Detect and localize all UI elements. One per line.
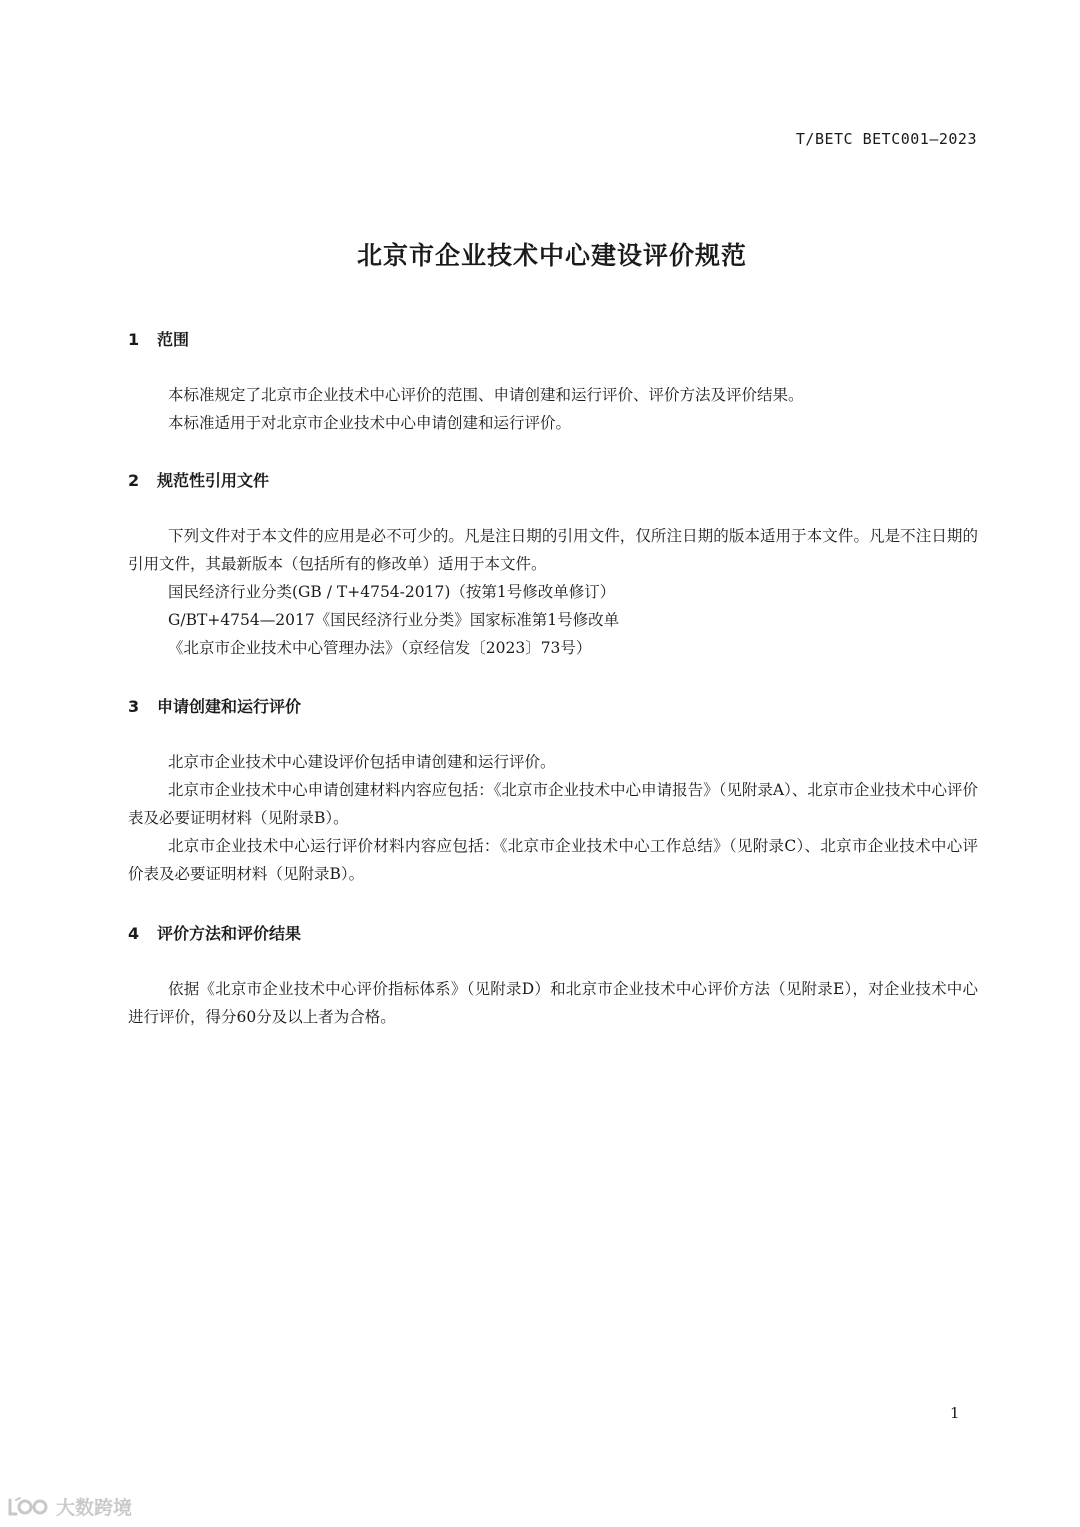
watermark-text: 大数跨境 — [56, 1497, 133, 1519]
section-1-heading — [128, 327, 189, 350]
paragraph: 本标准适用于对北京市企业技术中心申请创建和运行评价。 — [168, 414, 572, 432]
paragraph: 北京市企业技术中心建设评价包括申请创建和运行评价。 — [168, 753, 556, 771]
paragraph: 北京市企业技术中心申请创建材料内容应包括：《北京市企业技术中心申请报告》（见附录A）、北京市企业技术中心评价表及必要证明材料（见附录B）。 — [128, 781, 978, 827]
section-3-heading — [128, 694, 301, 717]
page-number: 1 — [950, 1404, 960, 1422]
watermark — [6, 1493, 132, 1520]
document-title: 北京市企业技术中心建设评价规范 — [356, 241, 747, 270]
section-4-heading — [128, 921, 301, 944]
section-number: 3 — [128, 697, 140, 716]
section-title: 评价方法和评价结果 — [157, 924, 302, 943]
reference-item: G/BT+4754—2017《国民经济行业分类》国家标准第1号修改单 — [168, 611, 620, 629]
paragraph: 依据《北京市企业技术中心评价指标体系》（见附录D）和北京市企业技术中心评价方法（见附录E），对企业技术中心进行评价，得分60分及以上者为合格。 — [128, 980, 978, 1026]
section-2-heading — [128, 468, 269, 491]
section-number: 2 — [128, 471, 140, 490]
section-title: 规范性引用文件 — [157, 471, 270, 490]
section-number: 1 — [128, 330, 140, 349]
paragraph: 本标准规定了北京市企业技术中心评价的范围、申请创建和运行评价、评价方法及评价结果。 — [168, 386, 804, 404]
paragraph: 下列文件对于本文件的应用是必不可少的。凡是注日期的引用文件，仅所注日期的版本适用于本文件。凡是不注日期的引用文件，其最新版本（包括所有的修改单）适用于本文件。 — [128, 527, 978, 573]
paragraph: 北京市企业技术中心运行评价材料内容应包括：《北京市企业技术中心工作总结》（见附录C）、北京市企业技术中心评价表及必要证明材料（见附录B）。 — [128, 837, 978, 883]
reference-item: 国民经济行业分类(GB / T+4754-2017)（按第1号修改单修订） — [168, 583, 616, 601]
document-code: T/BETC BETC001—2023 — [795, 130, 977, 148]
section-title: 范围 — [157, 330, 190, 349]
section-number: 4 — [128, 924, 140, 943]
reference-item: 《北京市企业技术中心管理办法》（京经信发〔2023〕73号） — [168, 639, 592, 657]
watermark-logo-icon — [6, 1496, 52, 1518]
section-title: 申请创建和运行评价 — [157, 697, 302, 716]
